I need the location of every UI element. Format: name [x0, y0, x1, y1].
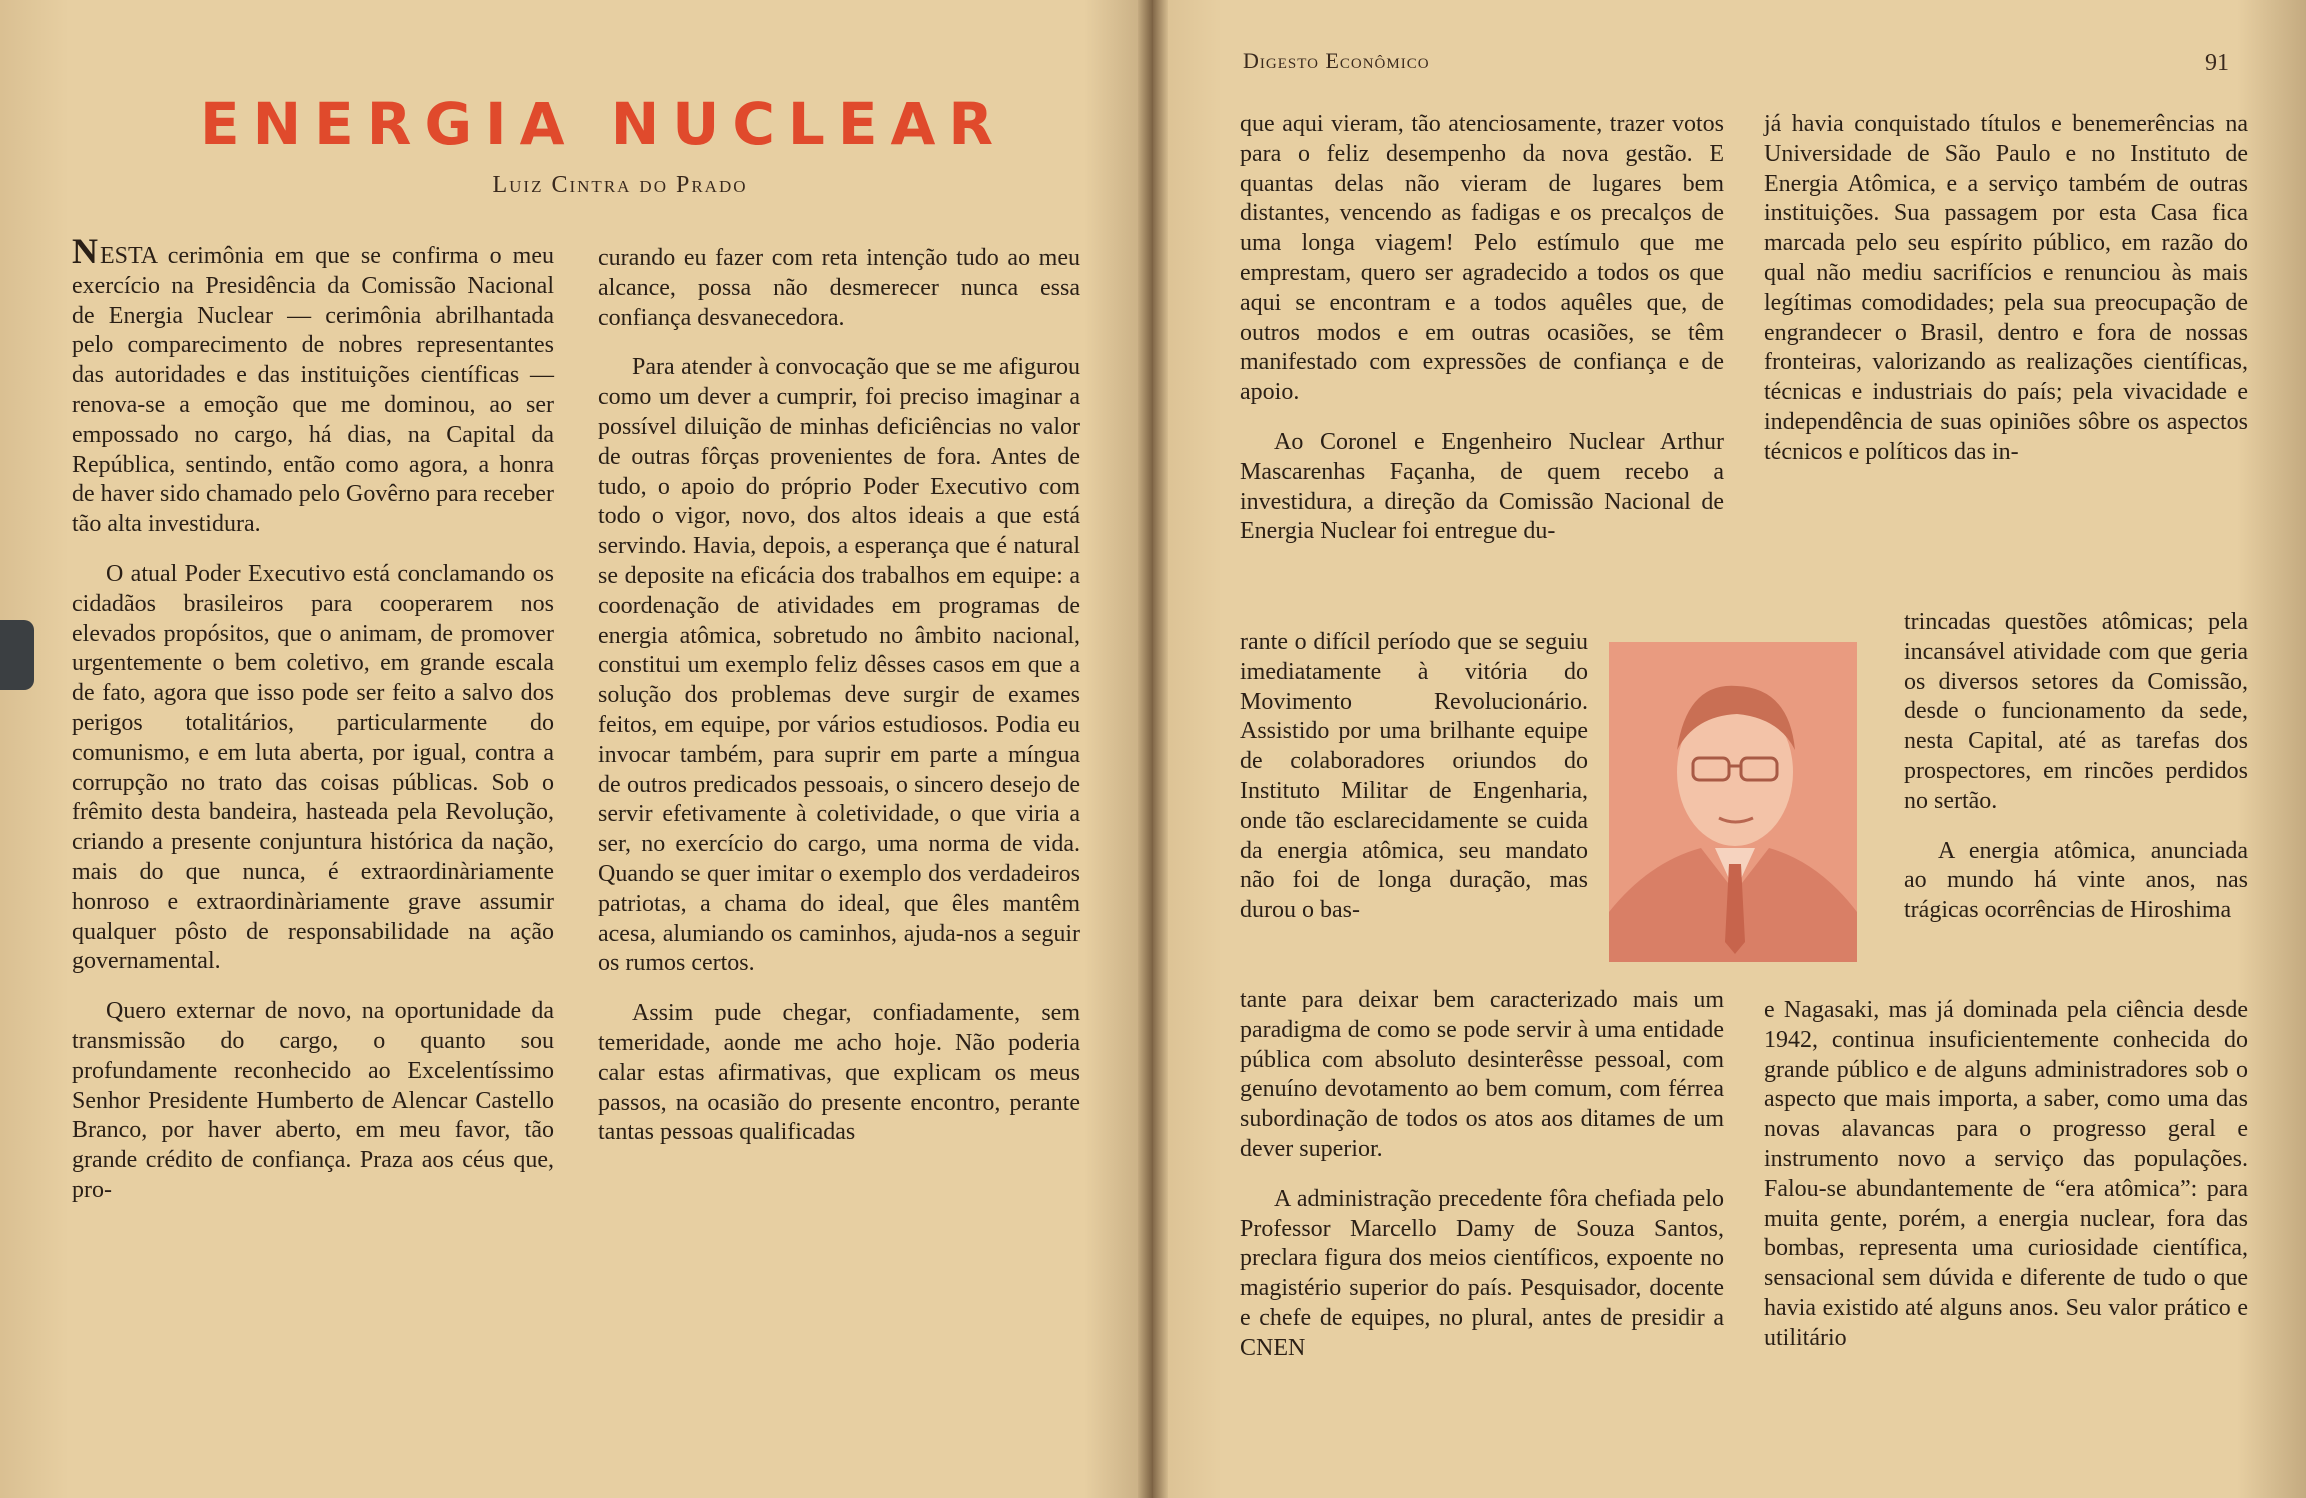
paragraph: trincadas questões atômicas; pela incansável atividade com que geria os diversos setores da Comissão, desde o funcionamento da sede, nesta Capital, até as tarefas dos prospectores, em rincões perdidos no sertão. [1904, 609, 2248, 814]
binding-tab [0, 620, 34, 690]
article-title: ENERGIA NUCLEAR [200, 90, 1007, 158]
book-gutter [1138, 0, 1168, 1498]
paragraph: A administração precedente fôra chefiada pelo Professor Marcello Damy de Souza Santos, preclara figura dos meios científicos, expoente no magistério superior do país. Pesquisador, docente e chefe de equipes, no plural, antes de presidir a CNEN [1240, 1185, 1724, 1361]
paragraph: Quero externar de novo, na oportunidade da transmissão do cargo, o quanto sou profundamente reconhecido ao Excelentíssimo Senhor Presidente Humberto de Alencar Castello Branco, por haver aberto, em meu favor, tão grande crédito de confiança. Praza aos céus que, pro- [72, 998, 554, 1203]
text-column-3-top [1240, 110, 1724, 547]
page-number: 91 [2205, 50, 2229, 76]
paragraph [72, 231, 554, 540]
text-column-4-wrap [1904, 608, 2248, 926]
paragraph: Assim pude chegar, confiadamente, sem temeridade, aonde me acho hoje. Não poderia calar estas afirmativas, que explicam os meus passos, na ocasião do presente encontro, perante tantas pessoas qualificadas [598, 1000, 1080, 1146]
paragraph: e Nagasaki, mas já dominada pela ciência desde 1942, continua insuficientemente conhecida do grande público e de alguns administradores sob o aspecto que mais importa, a saber, como uma das novas alavancas para o progresso geral e instrumento novo a serviço das populações. Falou-se abundantemente de “era atômica”: para muita gente, porém, a energia nuclear, fora das bombas, representa uma curiosidade científica, sensacional sem dúvida e diferente de tudo o que havia existido até alguns anos. Seu valor prático e utilitário [1764, 997, 2248, 1351]
paragraph-text: ESTA cerimônia em que se confirma o meu exercício na Presidência da Comissão Nacional de Energia Nuclear — cerimônia abrilhantada pelo comparecimento de nobres representantes das autoridades e das instituições científicas — renova-se a emoção que me dominou, ao ser empossado no cargo, há dias, na Capital da República, sentindo, então como agora, a honra de haver sido chamado pelo Govêrno para receber tão alta investidura. [72, 243, 554, 538]
portrait-photo [1609, 642, 1857, 962]
text-column-2 [598, 244, 1080, 1148]
text-column-4-top [1764, 110, 2248, 468]
paragraph: tante para deixar bem caracterizado mais um paradigma de como se pode servir à uma entidade pública com absoluto desinterêsse pessoal, com genuíno devotamento ao bem comum, com férrea subordinação de todos os atos aos ditames de um dever superior. [1240, 987, 1724, 1162]
paragraph: já havia conquistado títulos e benemerências na Universidade de São Paulo e no Instituto de Energia Atômica, e a serviço também de outras instituições. Sua passagem por esta Casa fica marcada pelo seu espírito público, em razão do qual não mediu sacrifícios e renunciou às mais legítimas comodidades; pela sua preocupação de engrandecer o Brasil, dentro e fora de nossas fronteiras, valorizando as realizações científicas, técnicas e industriais do país; pela vivacidade e independência de suas opiniões sôbre os aspectos técnicos e políticos das in- [1764, 111, 2248, 465]
portrait-icon [1609, 642, 1857, 962]
article-author: Luiz Cintra do Prado [492, 172, 748, 198]
drop-cap: N [72, 231, 98, 271]
paragraph: que aqui vieram, tão atenciosamente, trazer votos para o feliz desempenho da nova gestão. E quantas delas não vieram de lugares bem distantes, vencendo as fadigas e os precalços de uma longa viagem! Pelo estímulo que me emprestam, quero ser agradecido a todos os que aqui se encontram e a todos aquêles que, de outros modos e em outras ocasiões, se têm manifestado com expressões de confiança e de apoio. [1240, 111, 1724, 406]
text-column-1 [72, 231, 554, 1206]
paragraph: rante o difícil período que se seguiu imediatamente à vitória do Movimento Revolucionário. Assistido por uma brilhante equipe de colaboradores oriundos do Instituto Militar de Engenharia, onde tão esclarecidamente se cuida da energia atômica, seu mandato não foi de longa duração, mas durou o bas- [1240, 629, 1588, 924]
text-column-3-wrap [1240, 628, 1588, 926]
paragraph: curando eu fazer com reta intenção tudo ao meu alcance, possa não desmerecer nunca essa confiança desvanecedora. [598, 245, 1080, 331]
text-column-4-bottom [1764, 996, 2248, 1354]
paragraph: Ao Coronel e Engenheiro Nuclear Arthur Mascarenhas Façanha, de quem recebo a investidura, a direção da Comissão Nacional de Energia Nuclear foi entregue du- [1240, 428, 1724, 545]
text-column-3-bottom [1240, 986, 1724, 1364]
paragraph: O atual Poder Executivo está conclamando os cidadãos brasileiros para cooperarem nos elevados propósitos, que o animam, de promover urgentemente o bem coletivo, em grande escala de fato, agora que isso pode ser feito a salvo dos perigos totalitários, particularmente do comunismo, e em luta aberta, por igual, contra a corrupção no trato das coisas públicas. Sob o frêmito desta bandeira, hasteada pela Revolução, criando a presente conjuntura histórica da nação, mais do que nunca, é extraordinàriamente honroso e extraordinàriamente grave assumir qualquer pôsto de responsabilidade na ação governamental. [72, 560, 554, 975]
paragraph: A energia atômica, anunciada ao mundo há vinte anos, nas trágicas ocorrências de Hiroshima [1904, 837, 2248, 924]
paragraph: Para atender à convocação que se me afigurou como um dever a cumprir, foi preciso imaginar a possível diluição de minhas deficiências no valor de outras fôrças provenientes de fora. Antes de tudo, o apoio do próprio Poder Executivo com todo o vigor, novo, dos altos ideais a que está servindo. Havia, depois, a esperança que é natural se deposite na eficácia dos trabalhos em equipe: a coordenação de atividades em programas de energia atômica, sobretudo no âmbito nacional, constitui um exemplo feliz dêsses casos em que a solução dos problemas deve surgir de exames feitos, em equipe, por vários estudiosos. Podia eu invocar também, para suprir em parte a míngua de outros predicados pessoais, o sincero desejo de servir efetivamente à coletividade, o que viria a ser, no exercício do cargo, uma norma de vida. Quando se quer imitar o exemplo dos verdadeiros patriotas, a chama do ideal, que êles mantêm acesa, alumiando os caminhos, ajuda-nos a seguir os rumos certos. [598, 354, 1080, 977]
running-head: Digesto Econômico [1243, 48, 1430, 73]
